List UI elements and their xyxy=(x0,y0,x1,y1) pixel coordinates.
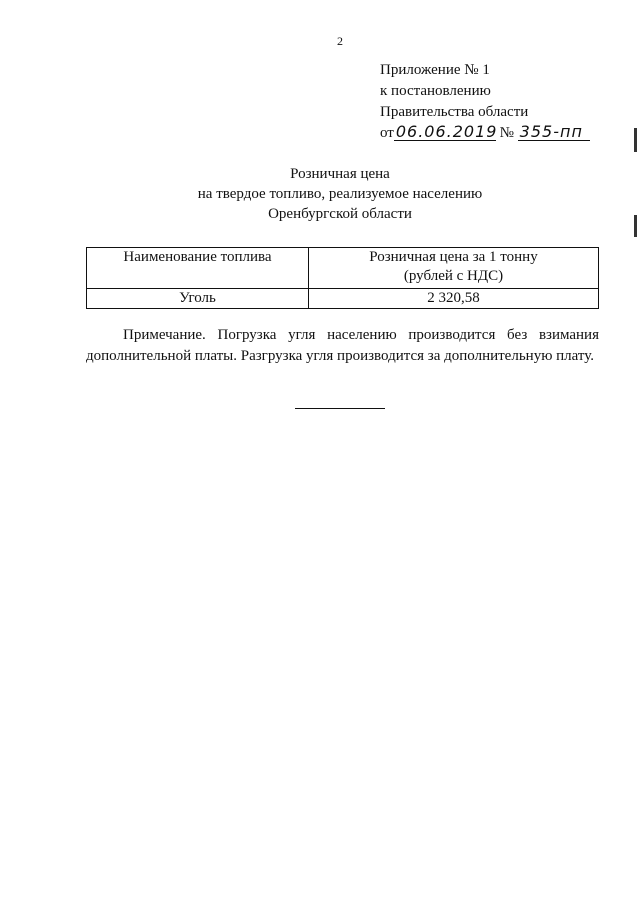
note-paragraph: Примечание. Погрузка угля населению производится без взимания дополнительной платы. Разгрузка угля производится за дополнительную плату. xyxy=(86,327,599,364)
end-divider xyxy=(295,408,385,409)
table-row xyxy=(87,289,599,309)
appendix-reference: к постановлению xyxy=(380,83,491,99)
title-line-3: Оренбургской области xyxy=(268,206,412,222)
header-price xyxy=(309,248,599,289)
cell-fuel-name: Уголь xyxy=(87,289,309,309)
appendix-title: Приложение № 1 xyxy=(380,62,490,78)
title-line-2: на твердое топливо, реализуемое населению xyxy=(197,186,483,202)
table-header-row xyxy=(87,248,599,289)
page-number: 2 xyxy=(337,34,343,48)
appendix-authority: Правительства области xyxy=(380,104,529,120)
handwritten-date: 06.06.2019 xyxy=(395,122,498,141)
cell-price: 2 320,58 xyxy=(309,289,599,309)
document-title xyxy=(0,164,640,224)
number-prefix: № xyxy=(499,125,514,141)
header-price-line-2: (рублей с НДС) xyxy=(403,268,504,284)
scan-edge-mark-top xyxy=(634,128,637,152)
appendix-date-line xyxy=(380,123,590,144)
appendix-block xyxy=(380,60,590,144)
header-price-line-1: Розничная цена за 1 тонну xyxy=(369,249,538,265)
title-line-1: Розничная цена xyxy=(290,166,390,182)
header-fuel-name: Наименование топлива xyxy=(87,248,309,289)
date-prefix: от xyxy=(380,125,394,141)
handwritten-number: 355-пп xyxy=(518,124,590,141)
price-table xyxy=(86,247,599,309)
scan-edge-mark-bottom xyxy=(634,215,637,237)
